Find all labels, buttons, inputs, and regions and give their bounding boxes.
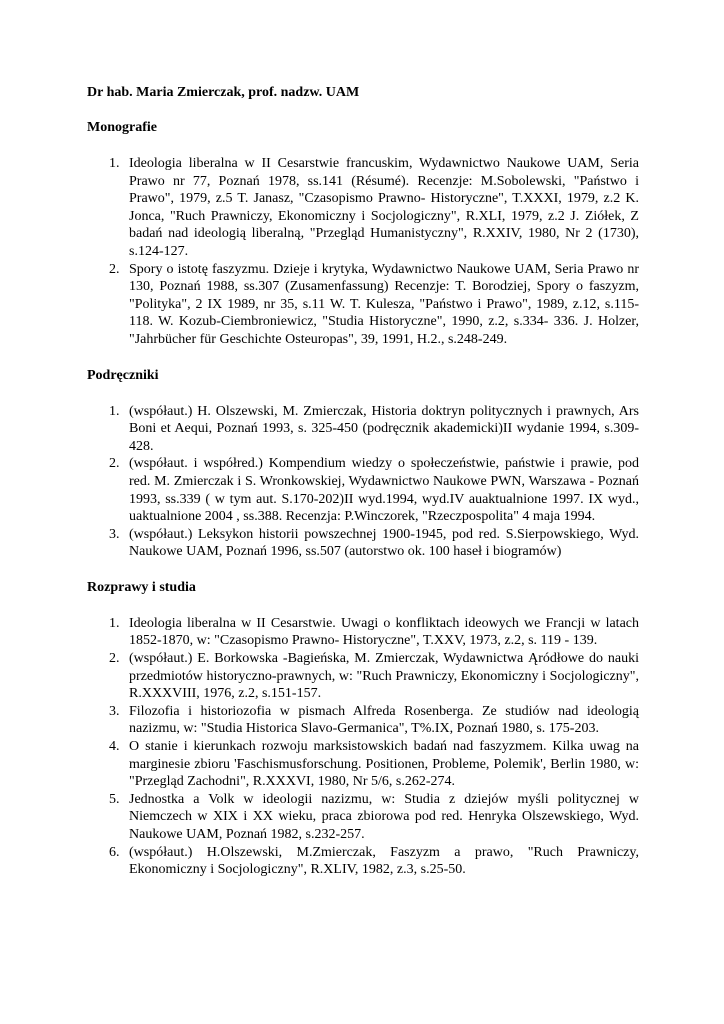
list-item: 3. (współaut.) Leksykon historii powszechnej 1900-1945, pod red. S.Sierpowskiego, Wyd. Naukowe UAM, Poznań 1996, ss.507 (autorstwo ok. 100 haseł i biogramów) — [109, 526, 639, 560]
list-item: 4. O stanie i kierunkach rozwoju marksistowskich badań nad faszyzmem. Kilka uwag na marginesie zbioru 'Faschismusforschung. Positionen, Probleme, Polemik', Berlin 1980, w: "Przegląd Zachodni", R.XXXVI, 1980, Nr 5/6, s.262-274. — [109, 739, 639, 790]
list-item: 1. (współaut.) H. Olszewski, M. Zmierczak, Historia doktryn politycznych i prawnych, Ars Boni et Aequi, Poznań 1993, s. 325-450 (podręcznik akademicki)II wydanie 1994, s.309-428. — [109, 403, 639, 454]
list-item: 2. (współaut. i współred.) Kompendium wiedzy o społeczeństwie, państwie i prawie, pod red. M. Zmierczak i S. Wronkowskiej, Wydawnictwo Naukowe PWN, Warszawa - Poznań 1993, ss.339 ( w tym aut. S.170-202)II wyd.1994, wyd.IV auaktualnione 1997. IX wyd., uaktualnione 2004 , ss.388. Recenzja: P.Winczorek, "Rzeczpospolita" 4 maja 1994. — [109, 456, 639, 525]
item-text: (współaut.) H. Olszewski, M. Zmierczak, Historia doktryn politycznych i prawnych, Ars Boni et Aequi, Poznań 1993, s. 325-450 (podręcznik akademicki)II wydanie 1994, s.309-428. — [129, 403, 639, 454]
list-item: 1. Ideologia liberalna w II Cesarstwie. Uwagi o konfliktach ideowych we Francji w latach 1852-1870, w: "Czasopismo Prawno- Historyczne", T.XXV, 1973, z.2, s. 119 - 139. — [109, 615, 639, 649]
list-item: 2. Spory o istotę faszyzmu. Dzieje i krytyka, Wydawnictwo Naukowe UAM, Seria Prawo nr 130, Poznań 1988, ss.307 (Zusamenfassung) Recenzje: T. Borodziej, Spory o faszyzm, "Polityka", 2 IX 1989, nr 35, s.11 W. T. Kulesza, "Państwo i Prawo", 1989, z.12, s.115-118. W. Kozub-Ciembroniewicz, "Studia Historyczne", 1990, z.2, s.334- 336. J. Holzer, "Jahrbücher für Geschichte Osteuropas", 39, 1991, H.2., s.248-249. — [109, 261, 639, 347]
section-heading-podreczniki: Podręczniki — [87, 367, 159, 383]
item-text: (współaut. i współred.) Kompendium wiedzy o społeczeństwie, państwie i prawie, pod red. M. Zmierczak i S. Wronkowskiej, Wydawnictwo Naukowe PWN, Warszawa - Poznań 1993, ss.339 ( w tym aut. S.170-202)II wyd.1994, wyd.IV auaktualnione 1997. IX wyd., uaktualnione 2004 , ss.388. Recenzja: P.Winczorek, "Rzeczpospolita" 4 maja 1994. — [129, 456, 639, 525]
list-item: 2. (współaut.) E. Borkowska -Bagieńska, M. Zmierczak, Wydawnictwa Ąródłowe do nauki przedmiotów historyczno-prawnych, w: "Ruch Prawniczy, Ekonomiczny i Socjologiczny", R.XXXVIII, 1976, z.2, s.151-157. — [109, 651, 639, 702]
item-text: Filozofia i historiozofia w pismach Alfreda Rosenberga. Ze studiów nad ideologią nazizmu, w: "Studia Historica Slavo-Germanica", T%.IX, Poznań 1980, s. 175-203. — [129, 703, 639, 737]
document-page — [87, 84, 639, 897]
section-heading-monografie: Monografie — [87, 120, 157, 135]
item-text: Jednostka a Volk w ideologii nazizmu, w: Studia z dziejów myśli politycznej w Niemczech w XIX i XX wieku, praca zbiorowa pod red. Henryka Olszewskiego, Wyd. Naukowe UAM, Poznań 1982, s.232-257. — [129, 791, 639, 842]
item-text: (współaut.) Leksykon historii powszechnej 1900-1945, pod red. S.Sierpowskiego, Wyd. Naukowe UAM, Poznań 1996, ss.507 (autorstwo ok. 100 haseł i biogramów) — [129, 526, 639, 560]
monografie-list — [87, 155, 639, 349]
section-heading-rozprawy: Rozprawy i studia — [87, 579, 196, 595]
list-item: 6. (współaut.) H.Olszewski, M.Zmierczak, Faszyzm a prawo, "Ruch Prawniczy, Ekonomiczny i Socjologiczny", R.XLIV, 1982, z.3, s.25-50. — [109, 844, 639, 878]
list-item: 3. Filozofia i historiozofia w pismach Alfreda Rosenberga. Ze studiów nad ideologią nazizmu, w: "Studia Historica Slavo-Germanica", T%.IX, Poznań 1980, s. 175-203. — [109, 703, 639, 737]
item-text: (współaut.) H.Olszewski, M.Zmierczak, Faszyzm a prawo, "Ruch Prawniczy, Ekonomiczny i Socjologiczny", R.XLIV, 1982, z.3, s.25-50. — [129, 844, 639, 878]
item-text: Spory o istotę faszyzmu. Dzieje i krytyka, Wydawnictwo Naukowe UAM, Seria Prawo nr 130, Poznań 1988, ss.307 (Zusamenfassung) Recenzje: T. Borodziej, Spory o faszyzm, "Polityka", 2 IX 1989, nr 35, s.11 W. T. Kulesza, "Państwo i Prawo", 1989, z.12, s.115-118. W. Kozub-Ciembroniewicz, "Studia Historyczne", 1990, z.2, s.334- 336. J. Holzer, "Jahrbücher für Geschichte Osteuropas", 39, 1991, H.2., s.248-249. — [129, 261, 639, 347]
list-item: 1. Ideologia liberalna w II Cesarstwie francuskim, Wydawnictwo Naukowe UAM, Seria Prawo nr 77, Poznań 1978, ss.141 (Résumé). Recenzje: M.Sobolewski, "Państwo i Prawo", 1979, z.5 T. Janasz, "Czasopismo Prawno- Historyczne", T.XXXI, 1979, z.2 K. Jonca, "Ruch Prawniczy, Ekonomiczny i Socjologiczny", R.XLI, 1979, z.2 J. Ziółek, Z badań nad ideologią liberalną, "Przegląd Humanistyczny", R.XXIV, 1980, Nr 2 (1730), s.124-127. — [109, 156, 639, 259]
item-text: (współaut.) E. Borkowska -Bagieńska, M. Zmierczak, Wydawnictwa Ąródłowe do nauki przedmiotów historyczno-prawnych, w: "Ruch Prawniczy, Ekonomiczny i Socjologiczny", R.XXXVIII, 1976, z.2, s.151-157. — [129, 651, 639, 702]
item-text: Ideologia liberalna w II Cesarstwie francuskim, Wydawnictwo Naukowe UAM, Seria Prawo nr 77, Poznań 1978, ss.141 (Résumé). Recenzje: M.Sobolewski, "Państwo i Prawo", 1979, z.5 T. Janasz, "Czasopismo Prawno- Historyczne", T.XXXI, 1979, z.2 K. Jonca, "Ruch Prawniczy, Ekonomiczny i Socjologiczny", R.XLI, 1979, z.2 J. Ziółek, Z badań nad ideologią liberalną, "Przegląd Humanistyczny", R.XXIV, 1980, Nr 2 (1730), s.124-127. — [129, 156, 639, 259]
list-item: 5. Jednostka a Volk w ideologii nazizmu, w: Studia z dziejów myśli politycznej w Niemczech w XIX i XX wieku, praca zbiorowa pod red. Henryka Olszewskiego, Wyd. Naukowe UAM, Poznań 1982, s.232-257. — [109, 791, 639, 842]
rozprawy-list — [87, 615, 639, 879]
podreczniki-list — [87, 403, 639, 561]
author-heading: Dr hab. Maria Zmierczak, prof. nadzw. UAM — [87, 85, 360, 100]
item-text: Ideologia liberalna w II Cesarstwie. Uwagi o konfliktach ideowych we Francji w latach 1852-1870, w: "Czasopismo Prawno- Historyczne", T.XXV, 1973, z.2, s. 119 - 139. — [129, 615, 639, 649]
item-text: O stanie i kierunkach rozwoju marksistowskich badań nad faszyzmem. Kilka uwag na marginesie zbioru 'Faschismusforschung. Positionen, Probleme, Polemik', Berlin 1980, w: "Przegląd Zachodni", R.XXXVI, 1980, Nr 5/6, s.262-274. — [129, 739, 639, 790]
